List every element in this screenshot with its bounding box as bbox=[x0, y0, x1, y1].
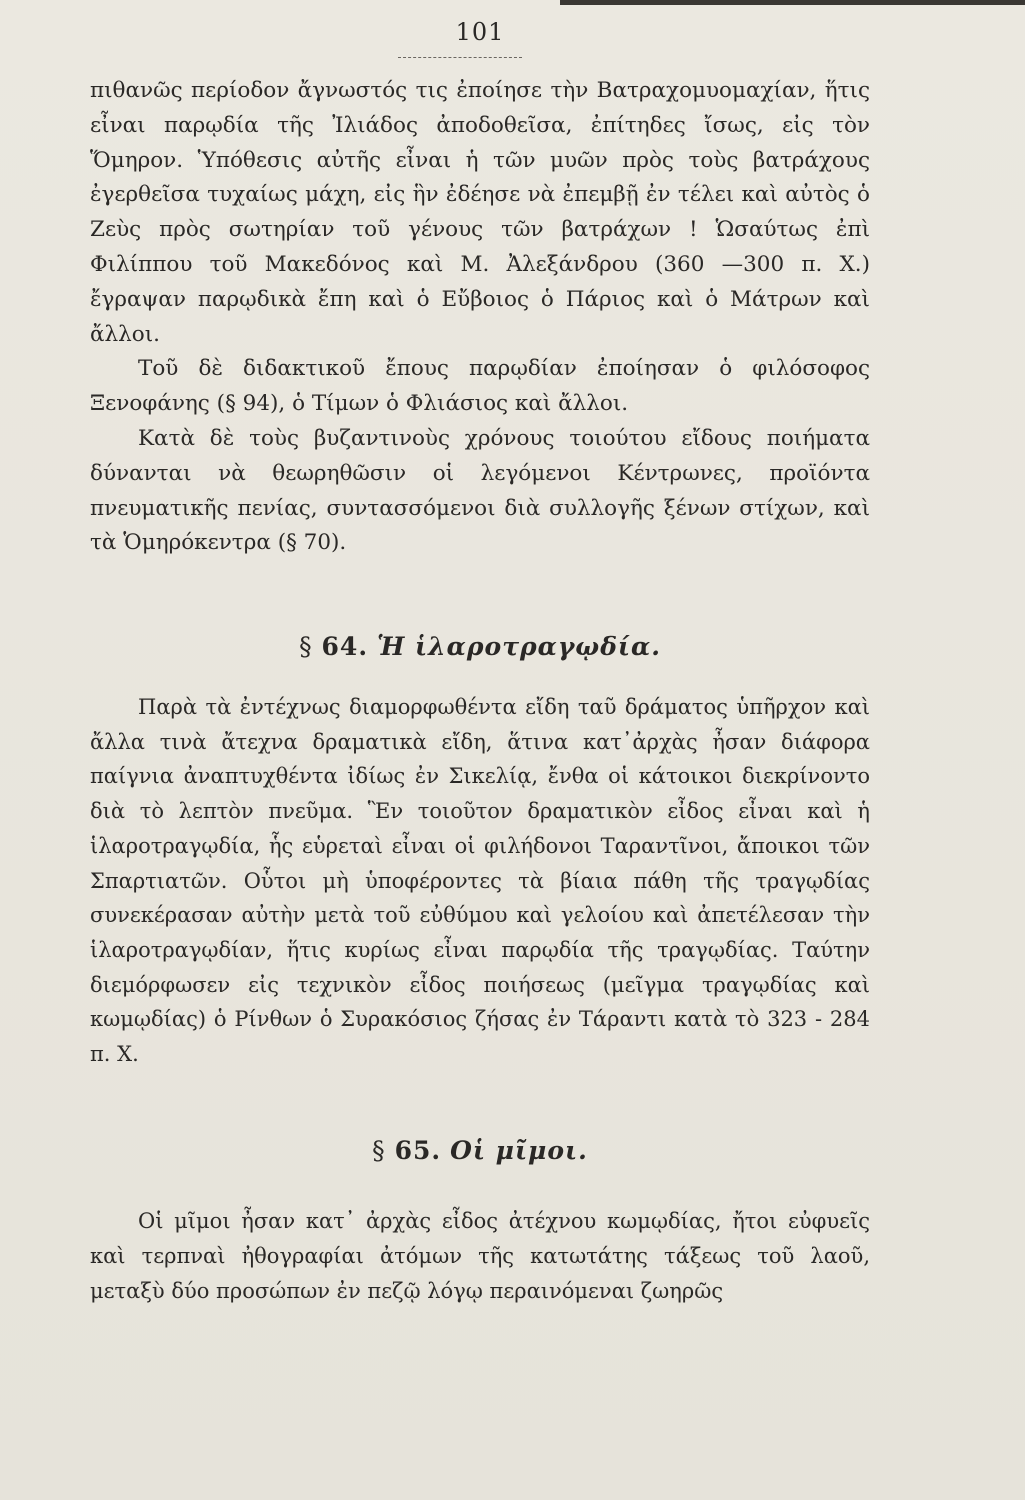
section-title: Οἱ μῖμοι. bbox=[450, 1136, 588, 1165]
section-symbol: § bbox=[372, 1136, 386, 1165]
paragraph-didactic-parody: Τοῦ δὲ διδακτικοῦ ἔπους παρῳδίαν ἐποίησαν ὁ φιλόσοφος Ξενοφάνης (§ 94), ὁ Τίμων ὁ Φλιάσιος καὶ ἄλλοι. bbox=[90, 356, 870, 417]
section-heading-65 bbox=[0, 1136, 960, 1165]
paragraph-batrachomyomachia: πιθανῶς περίοδον ἄγνωστός τις ἐποίησε τὴν Βατραχομυομαχίαν, ἥτις εἶναι παρῳδία τῆς Ἰλιάδος ἀποδοθεῖσα, ἐπίτηδες ἴσως, εἰς τὸν Ὅμηρον. Ὑπόθεσις αὐτῆς εἶναι ἡ τῶν μυῶν πρὸς τοὺς βατράχους ἐγερθεῖσα τυχαίως μάχη, εἰς ἣν ἐδέησε νὰ ἐπεμβῇ ἐν τέλει καὶ αὐτὸς ὁ Ζεὺς πρὸς σωτηρίαν τοῦ γένους τῶν βατράχων ! Ὡσαύτως ἐπὶ Φιλίππου τοῦ Μακεδόνος καὶ Μ. Ἀλεξάνδρου (360 —300 π. Χ.) ἔγραψαν παρῳδικὰ ἔπη καὶ ὁ Εὔβοιος ὁ Πάριος καὶ ὁ Μάτρων καὶ ἄλλοι. bbox=[90, 78, 870, 347]
paragraph-mimes: Οἱ μῖμοι ἦσαν κατ᾽ ἀρχὰς εἶδος ἀτέχνου κωμῳδίας, ἤτοι εὐφυεῖς καὶ τερπναὶ ἠθογραφίαι ἀτόμων τῆς κατωτάτης τάξεως τοῦ λαοῦ, μεταξὺ δύο προσώπων ἐν πεζῷ λόγῳ περαινόμεναι ζωηρῶς bbox=[90, 1209, 870, 1303]
intro-text bbox=[90, 74, 870, 561]
section-number: 64. bbox=[321, 632, 369, 661]
page-number-rule bbox=[398, 57, 522, 58]
section-title: Ἡ ἱλαροτραγῳδία. bbox=[376, 632, 661, 661]
section-number: 65. bbox=[394, 1136, 442, 1165]
scan-top-edge bbox=[560, 0, 1025, 5]
section-heading-64 bbox=[0, 632, 960, 661]
section-64-text bbox=[90, 690, 870, 1072]
section-65-text bbox=[90, 1204, 870, 1309]
section-symbol: § bbox=[299, 632, 313, 661]
paragraph-kentrones: Κατὰ δὲ τοὺς βυζαντινοὺς χρόνους τοιούτου εἴδους ποιήματα δύνανται νὰ θεωρηθῶσιν οἱ λεγόμενοι Κέντρωνες, προϊόντα πνευματικῆς πενίας, συντασσόμενοι διὰ συλλογῆς ξένων στίχων, καὶ τὰ Ὁμηρόκεντρα (§ 70). bbox=[90, 425, 870, 556]
paragraph-hilarotragedy: Παρὰ τὰ ἐντέχνως διαμορφωθέντα εἴδη ταῦ δράματος ὑπῆρχον καὶ ἄλλα τινὰ ἄτεχνα δραματικὰ εἴδη, ἅτινα κατ᾽ἀρχὰς ἦσαν διάφορα παίγνια ἀναπτυχθέντα ἰδίως ἐν Σικελίᾳ, ἔνθα οἱ κάτοικοι διεκρίνοντο διὰ τὸ λεπτὸν πνεῦμα. Ἓν τοιοῦτον δραματικὸν εἶδος εἶναι καὶ ἡ ἱλαροτραγῳδία, ἧς εὑρεταὶ εἶναι οἱ φιλήδονοι Ταραντῖνοι, ἄποικοι τῶν Σπαρτιατῶν. Οὗτοι μὴ ὑποφέροντες τὰ βίαια πάθη τῆς τραγῳδίας συνεκέρασαν αὐτὴν μετὰ τοῦ εὐθύμου καὶ γελοίου καὶ ἀπετέλεσαν τὴν ἱλαροτραγῳδίαν, ἥτις κυρίως εἶναι παρῳδία τῆς τραγῳδίας. Ταύτην διεμόρφωσεν εἰς τεχνικὸν εἶδος ποιήσεως (μεῖγμα τραγῳδίας καὶ κωμῳδίας) ὁ Ρίνθων ὁ Συρακόσιος ζήσας ἐν Τάραντι κατὰ τὸ 323 - 284 π. Χ. bbox=[90, 695, 870, 1067]
page-number: 101 bbox=[455, 18, 505, 46]
